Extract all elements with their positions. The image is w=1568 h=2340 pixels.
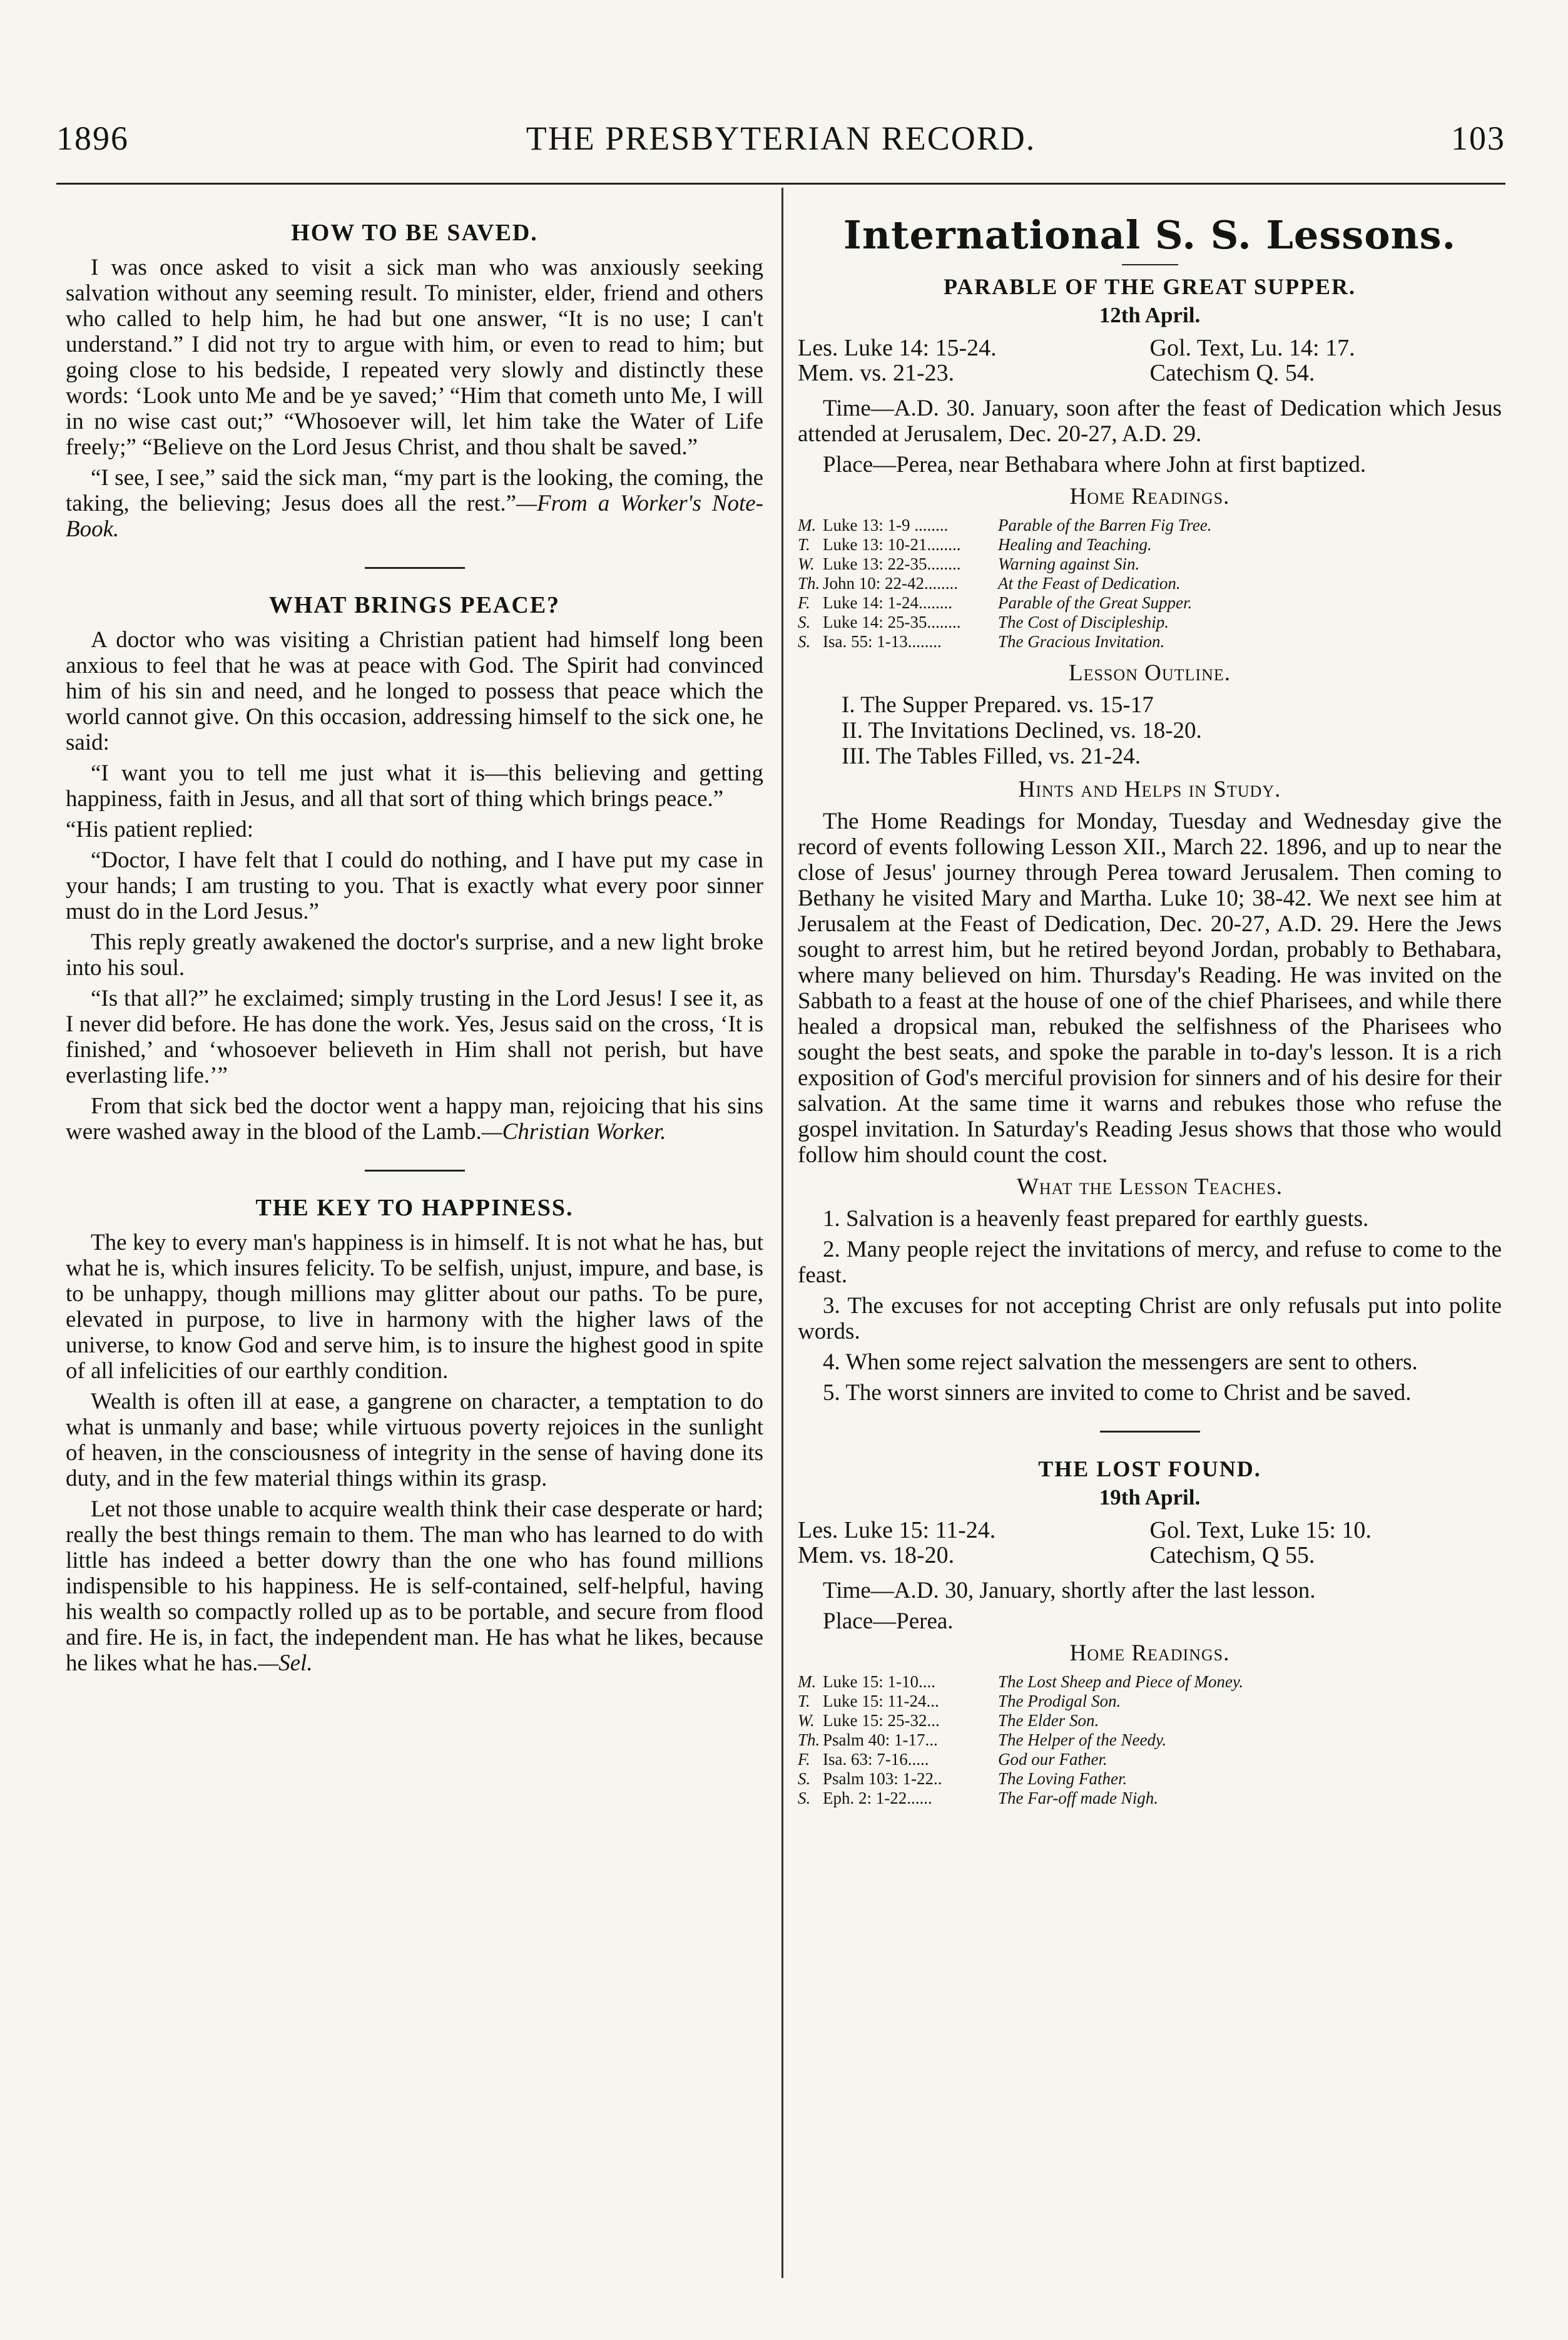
reading-row (798, 1769, 1502, 1789)
reading-ref: Luke 13: 1-9 ........ (823, 516, 949, 534)
article-source: —Sel. (258, 1650, 313, 1676)
reading-day: S. (798, 1789, 811, 1807)
lesson-time: Time—A.D. 30. January, soon after the feast of Dedication which Jesus attended at Jerusalem, Dec. 20-27, A.D. 29. (798, 396, 1502, 447)
lesson-outline (798, 692, 1502, 769)
article-paragraph: “Is that all?” he exclaimed; simply trusting in the Lord Jesus! I see it, as I never did before. He has done the work. Yes, Jesus said on the cross, ‘It is finished,’ and ‘whosoever believeth in Him shall not perish, but have everlasting life.’” (66, 986, 763, 1088)
reading-title: At the Feast of Dedication. (998, 574, 1181, 593)
article-text: “I see, I see,” said the sick man, “my part is the looking, the coming, the taking, the believing; Jesus does all the rest.” (66, 465, 763, 516)
reading-ref: Luke 15: 25-32... (823, 1711, 940, 1730)
lesson-place: Place—Perea, near Bethabara where John at first baptized. (823, 452, 1367, 478)
page-header (56, 119, 1505, 163)
reading-title: Warning against Sin. (998, 554, 1140, 573)
article-paragraph (66, 1093, 763, 1145)
reading-ref: Luke 15: 1-10.... (823, 1672, 935, 1691)
reading-row (798, 632, 1502, 651)
teaches-item: 4. When some reject salvation the messengers are sent to others. (823, 1349, 1418, 1375)
reading-day: M. (798, 516, 817, 534)
article-paragraph: The key to every man's happiness is in himself. It is not what he has, but what he is, which insures felicity. To be selfish, unjust, impure, and base, is to be unhappy, though millions may glitter about our paths. To be pure, elevated in purpose, to live in harmony with the higher laws of the universe, to know God and serve him, is to insure the highest good in spite of all infelicities of our earthly condition. (66, 1230, 763, 1384)
lesson-references (798, 335, 1502, 386)
reading-ref: Luke 13: 10-21........ (823, 535, 961, 554)
article-paragraph (66, 1496, 763, 1676)
teaches-item: 3. The excuses for not accepting Christ are only refusals put into polite words. (798, 1293, 1502, 1344)
right-column (798, 213, 1502, 1817)
reading-day: M. (798, 1672, 817, 1691)
article-paragraph: This reply greatly awakened the doctor's surprise, and a new light broke into his soul. (66, 929, 763, 981)
hints-heading: Hints and Helps in Study. (1018, 777, 1281, 802)
lesson-passage: Les. Luke 14: 15-24. (798, 335, 997, 361)
reading-row (798, 613, 1502, 632)
article-title-key: THE KEY TO HAPPINESS. (255, 1195, 574, 1221)
lesson-date: 12th April. (1099, 303, 1201, 327)
reading-day: W. (798, 1711, 815, 1730)
teaches-item: 1. Salvation is a heavenly feast prepared for earthly guests. (823, 1206, 1369, 1232)
reading-title: The Prodigal Son. (998, 1692, 1121, 1710)
reading-ref: Psalm 40: 1-17... (823, 1730, 938, 1749)
article-paragraph: “I want you to tell me just what it is—this believing and getting happiness, faith in Jesus, and all that sort of thing which brings peace.” (66, 760, 763, 812)
lessons-section-title: International S. S. Lessons. (843, 212, 1457, 258)
outline-item: II. The Invitations Declined, vs. 18-20. (842, 718, 1202, 743)
reading-ref: Luke 14: 25-35........ (823, 613, 961, 631)
header-rule (56, 183, 1505, 185)
reading-ref: Isa. 63: 7-16..... (823, 1750, 929, 1769)
lesson-passage: Les. Luke 15: 11-24. (798, 1517, 996, 1543)
catechism-ref: Catechism Q. 54. (1149, 360, 1315, 386)
lesson-title: PARABLE OF THE GREAT SUPPER. (943, 274, 1357, 299)
article-paragraph: A doctor who was visiting a Christian patient had himself long been anxious to feel that he was at peace with God. The Spirit had convinced him of his sin and need, and he longed to possess that peace which the world cannot give. On this occasion, addressing himself to the sick one, he said: (66, 627, 763, 755)
catechism-ref: Catechism, Q 55. (1149, 1542, 1315, 1568)
article-paragraph: Wealth is often ill at ease, a gangrene on character, a temptation to do what is unmanly and base; while virtuous poverty rejoices in the sunlight of heaven, in the consciousness of integrity in the sense of having done its duty, and in the few material things within its grasp. (66, 1389, 763, 1491)
article-source: —From a Worker's Note-Book. (66, 491, 764, 542)
reading-row (798, 516, 1502, 535)
lesson-date: 19th April. (1099, 1485, 1201, 1510)
reading-day: F. (798, 1750, 810, 1769)
teaches-item: 5. The worst sinners are invited to come to Christ and be saved. (823, 1380, 1412, 1406)
lesson-time: Time—A.D. 30, January, shortly after the last lesson. (823, 1578, 1316, 1603)
reading-ref: Luke 13: 22-35........ (823, 554, 961, 573)
header-page-number: 103 (1451, 120, 1505, 157)
reading-row (798, 1730, 1502, 1750)
outline-item: III. The Tables Filled, vs. 21-24. (842, 743, 1141, 769)
teaches-list (798, 1206, 1502, 1406)
reading-row (798, 1711, 1502, 1730)
reading-row (798, 1750, 1502, 1769)
reading-ref: Isa. 55: 1-13........ (823, 632, 942, 651)
home-readings-list (798, 516, 1502, 651)
article-paragraph (66, 465, 763, 542)
golden-text: Gol. Text, Lu. 14: 17. (1149, 335, 1355, 361)
article-title-peace: WHAT BRINGS PEACE? (268, 592, 561, 618)
reading-row (798, 593, 1502, 613)
reading-title: The Lost Sheep and Piece of Money. (998, 1672, 1244, 1691)
article-paragraph: “His patient replied: (66, 817, 254, 842)
article-text: From that sick bed the doctor went a happy man, rejoicing that his sins were washed away in the blood of the Lamb. (66, 1093, 763, 1145)
reading-day: S. (798, 1769, 811, 1788)
reading-row (798, 574, 1502, 593)
reading-title: Parable of the Great Supper. (998, 593, 1193, 612)
reading-ref: Psalm 103: 1-22.. (823, 1769, 942, 1788)
outline-heading: Lesson Outline. (1068, 660, 1231, 686)
article-text: Let not those unable to acquire wealth think their case desperate or hard; really the best things remain to them. The man who has learned to do with little has indeed a better dowry than the one who has found millions indispensible to his happiness. He is self-contained, self-helpful, having his wealth so compactly rolled up as to be portable, and secure from flood and fire. He is, in fact, the independent man. He has what he likes, because he likes what he has. (66, 1496, 763, 1676)
reading-row (798, 554, 1502, 574)
memory-verses: Mem. vs. 21-23. (798, 360, 955, 386)
section-divider (365, 567, 465, 569)
reading-title: The Helper of the Needy. (998, 1730, 1167, 1749)
reading-title: God our Father. (998, 1750, 1107, 1769)
reading-ref: Luke 14: 1-24........ (823, 593, 952, 612)
header-year: 1896 (56, 120, 129, 157)
reading-ref: Luke 15: 11-24... (823, 1692, 939, 1710)
article-title-saved: HOW TO BE SAVED. (291, 220, 538, 246)
article-paragraph: “Doctor, I have felt that I could do nothing, and I have put my case in your hands; I am trusting to you. That is exactly what every poor sinner must do in the Lord Jesus.” (66, 847, 763, 924)
reading-ref: Eph. 2: 1-22...... (823, 1789, 932, 1807)
reading-row (798, 1789, 1502, 1808)
reading-day: W. (798, 554, 815, 573)
home-readings-heading: Home Readings. (1069, 1640, 1230, 1666)
reading-row (798, 1692, 1502, 1711)
reading-title: The Gracious Invitation. (998, 632, 1165, 651)
reading-title: The Elder Son. (998, 1711, 1099, 1730)
hints-paragraph: The Home Readings for Monday, Tuesday and Wednesday give the record of events following Lesson XII., March 22. 1896, and up to near the close of Jesus' journey through Perea toward Jerusalem. Then coming to Bethany he visited Mary and Martha. Luke 10; 38-42. We next see him at Jerusalem at the Feast of Dedication, Dec. 20-27, A.D. 29. Here the Jews sought to arrest him, but he retired beyond Jordan, probably to Bethabara, where many believed on him. Thursday's Reading. He was invited on the Sabbath to a feast at the house of one of the chief Pharisees, and while there healed a dropsical man, rebuked the selfishness of the Pharisees who sought the best seats, and spoke the parable in to-day's lesson. It is a rich exposition of God's merciful provision for sinners and of his desire for their salvation. At the same time it warns and rebukes those who refuse the gospel invitation. In Saturday's Reading Jesus shows that those who would follow him should count the cost. (798, 809, 1502, 1168)
reading-title: Healing and Teaching. (998, 535, 1152, 554)
section-divider (365, 1170, 465, 1172)
reading-day: F. (798, 593, 810, 612)
article-paragraph: I was once asked to visit a sick man who was anxiously seeking salvation without any seeming result. To minister, elder, friend and others who called to help him, he had but one answer, “It is no use; I can't understand.” I did not try to argue with him, or even to read to him; but going close to his bedside, I repeated very slowly and distinctly these words: ‘Look unto Me and be ye saved;’ “Him that cometh unto Me, I will in no wise cast out;” “Whosoever will, let him take the Water of Life freely;” “Believe on the Lord Jesus Christ, and thou shalt be saved.” (66, 255, 763, 460)
header-title: THE PRESBYTERIAN RECORD. (526, 120, 1036, 157)
reading-day: S. (798, 613, 811, 631)
outline-item: I. The Supper Prepared. vs. 15-17 (842, 692, 1154, 718)
reading-day: S. (798, 632, 811, 651)
reading-ref: John 10: 22-42........ (823, 574, 958, 593)
teaches-item: 2. Many people reject the invitations of mercy, and refuse to come to the feast. (798, 1237, 1502, 1288)
reading-row (798, 1672, 1502, 1692)
title-rule (1122, 264, 1178, 265)
reading-title: The Cost of Discipleship. (998, 613, 1169, 631)
reading-day: Th. (798, 574, 820, 593)
reading-title: Parable of the Barren Fig Tree. (998, 516, 1212, 534)
reading-title: The Loving Father. (998, 1769, 1128, 1788)
reading-day: T. (798, 1692, 810, 1710)
left-column (66, 213, 763, 1681)
teaches-heading: What the Lesson Teaches. (1016, 1174, 1283, 1200)
article-source: —Christian Worker. (481, 1119, 666, 1145)
home-readings-list (798, 1672, 1502, 1808)
reading-day: T. (798, 535, 810, 554)
reading-day: Th. (798, 1730, 820, 1749)
golden-text: Gol. Text, Luke 15: 10. (1149, 1517, 1372, 1543)
lesson-place: Place—Perea. (823, 1608, 954, 1634)
home-readings-heading: Home Readings. (1069, 484, 1230, 509)
reading-row (798, 535, 1502, 554)
column-divider (781, 188, 783, 2278)
memory-verses: Mem. vs. 18-20. (798, 1542, 955, 1568)
lesson-title: THE LOST FOUND. (1038, 1456, 1261, 1481)
lesson-references (798, 1518, 1502, 1568)
section-divider (1100, 1431, 1200, 1433)
reading-title: The Far-off made Nigh. (998, 1789, 1158, 1807)
